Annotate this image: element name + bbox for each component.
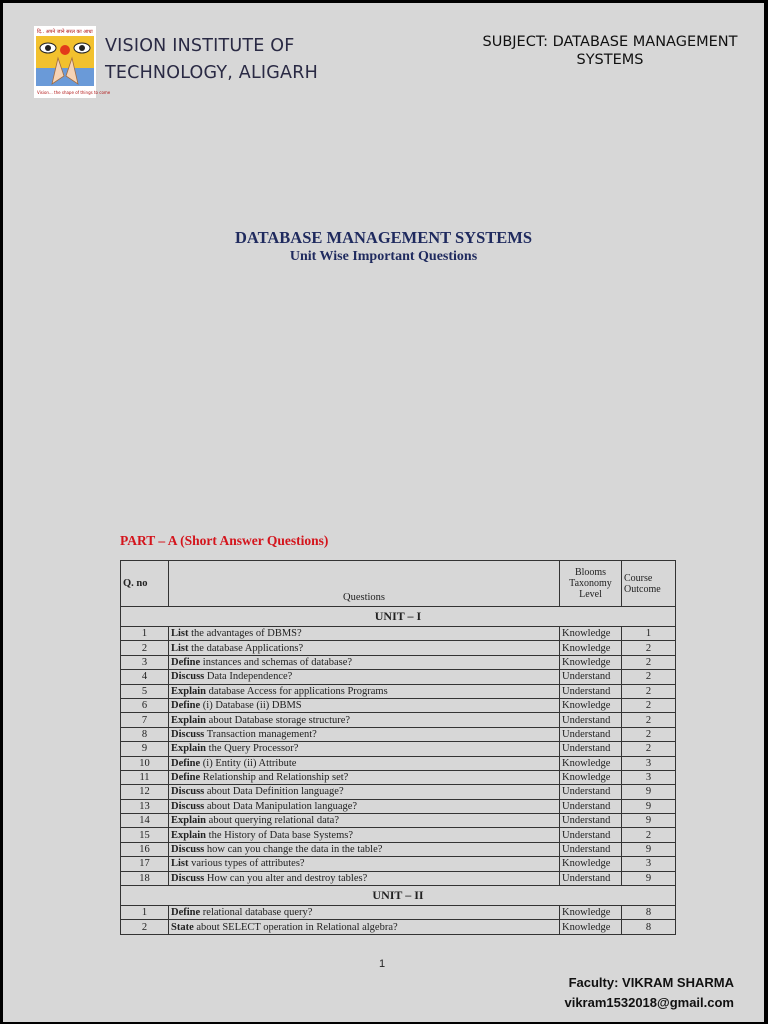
blooms-level: Knowledge <box>560 698 622 712</box>
question-number: 11 <box>121 770 169 784</box>
institute-logo <box>34 26 111 98</box>
question-cell <box>169 871 560 885</box>
question-cell <box>169 857 560 871</box>
question-cell <box>169 756 560 770</box>
logo-graphic <box>34 26 111 98</box>
blooms-level: Understand <box>560 713 622 727</box>
question-keyword: Discuss <box>171 728 205 740</box>
table-row <box>121 641 676 655</box>
question-number: 8 <box>121 727 169 741</box>
question-text: about Data Definition language? <box>204 786 344 798</box>
question-number: 17 <box>121 857 169 871</box>
question-keyword: Explain <box>171 815 207 827</box>
course-outcome: 2 <box>622 713 676 727</box>
course-outcome: 2 <box>622 727 676 741</box>
question-text: about querying relational data? <box>206 815 339 827</box>
question-keyword: List <box>171 858 189 870</box>
table-row <box>121 742 676 756</box>
question-text: the advantages of DBMS? <box>188 628 302 640</box>
institute-line-2: TECHNOLOGY, ALIGARH <box>105 63 318 83</box>
blooms-level: Understand <box>560 727 622 741</box>
question-text: Relationship and Relationship set? <box>200 772 349 784</box>
question-number: 3 <box>121 655 169 669</box>
table-row <box>121 770 676 784</box>
question-number: 6 <box>121 698 169 712</box>
question-number: 13 <box>121 799 169 813</box>
question-keyword: Define <box>171 772 201 784</box>
blooms-level: Understand <box>560 814 622 828</box>
question-cell <box>169 727 560 741</box>
question-keyword: State <box>171 921 194 933</box>
course-outcome: 8 <box>622 906 676 920</box>
blooms-level: Knowledge <box>560 655 622 669</box>
question-number: 15 <box>121 828 169 842</box>
question-cell <box>169 641 560 655</box>
question-cell <box>169 842 560 856</box>
table-body <box>121 607 676 935</box>
table-row <box>121 842 676 856</box>
unit-heading-row <box>121 886 676 906</box>
faculty-name: Faculty: VIKRAM SHARMA <box>568 975 734 990</box>
unit-heading-row <box>121 607 676 627</box>
table-row <box>121 655 676 669</box>
question-keyword: Discuss <box>171 786 205 798</box>
question-number: 4 <box>121 670 169 684</box>
course-outcome: 2 <box>622 828 676 842</box>
document-title: DATABASE MANAGEMENT SYSTEMS <box>234 228 533 247</box>
question-number: 12 <box>121 785 169 799</box>
course-outcome: 9 <box>622 799 676 813</box>
question-number: 2 <box>121 641 169 655</box>
question-text: how can you change the data in the table? <box>204 844 383 856</box>
question-cell <box>169 770 560 784</box>
blooms-level: Understand <box>560 799 622 813</box>
course-outcome: 2 <box>622 641 676 655</box>
blooms-level: Understand <box>560 742 622 756</box>
part-heading: PART – A (Short Answer Questions) <box>120 533 329 548</box>
table-row <box>121 713 676 727</box>
course-outcome: 3 <box>622 756 676 770</box>
question-keyword: Define <box>171 907 201 919</box>
header-qno: Q. no <box>121 561 169 607</box>
table-header-row <box>121 561 676 607</box>
blooms-level: Knowledge <box>560 906 622 920</box>
question-keyword: Define <box>171 656 201 668</box>
question-text: relational database query? <box>200 907 313 919</box>
question-keyword: Define <box>171 757 201 769</box>
table-row <box>121 920 676 934</box>
header-blooms: Blooms Taxonomy Level <box>560 561 622 607</box>
question-number: 5 <box>121 684 169 698</box>
question-text: Data Independence? <box>204 671 293 683</box>
course-outcome: 2 <box>622 742 676 756</box>
question-keyword: List <box>171 628 189 640</box>
table-row <box>121 684 676 698</box>
question-cell <box>169 814 560 828</box>
question-cell <box>169 828 560 842</box>
question-text: database Access for applications Programs <box>206 685 388 697</box>
question-text: How can you alter and destroy tables? <box>204 872 368 884</box>
question-number: 2 <box>121 920 169 934</box>
course-outcome: 2 <box>622 684 676 698</box>
faculty-email: vikram1532018@gmail.com <box>564 995 734 1010</box>
blooms-level: Understand <box>560 785 622 799</box>
question-keyword: Discuss <box>171 800 205 812</box>
question-number: 7 <box>121 713 169 727</box>
table-row <box>121 627 676 641</box>
document-page <box>3 3 764 1022</box>
course-outcome: 9 <box>622 871 676 885</box>
question-text: various types of attributes? <box>188 858 305 870</box>
course-outcome: 9 <box>622 814 676 828</box>
table-row <box>121 906 676 920</box>
blooms-level: Knowledge <box>560 857 622 871</box>
question-keyword: Explain <box>171 685 207 697</box>
blooms-level: Knowledge <box>560 920 622 934</box>
page-number: 1 <box>379 958 386 970</box>
blooms-level: Knowledge <box>560 756 622 770</box>
blooms-level: Knowledge <box>560 770 622 784</box>
blooms-level: Understand <box>560 842 622 856</box>
question-cell <box>169 785 560 799</box>
question-cell <box>169 698 560 712</box>
question-text: about Data Manipulation language? <box>204 800 358 812</box>
unit-title: UNIT – II <box>121 886 676 906</box>
course-outcome: 3 <box>622 857 676 871</box>
question-keyword: Define <box>171 700 201 712</box>
question-number: 10 <box>121 756 169 770</box>
subject-line-1: SUBJECT: DATABASE MANAGEMENT <box>482 34 738 50</box>
svg-text:दि.. अपने जाने सरल का आधा: दि.. अपने जाने सरल का आधा <box>37 29 93 35</box>
question-cell <box>169 713 560 727</box>
table-row <box>121 727 676 741</box>
document-subtitle: Unit Wise Important Questions <box>289 249 478 264</box>
question-cell <box>169 920 560 934</box>
table-row <box>121 871 676 885</box>
question-keyword: Discuss <box>171 671 205 683</box>
question-number: 14 <box>121 814 169 828</box>
course-outcome: 2 <box>622 670 676 684</box>
question-keyword: Explain <box>171 829 207 841</box>
question-text: about Database storage structure? <box>206 714 351 726</box>
question-keyword: Discuss <box>171 872 205 884</box>
course-outcome: 2 <box>622 655 676 669</box>
question-text: (i) Database (ii) DBMS <box>200 700 302 712</box>
question-number: 16 <box>121 842 169 856</box>
table-row <box>121 785 676 799</box>
question-keyword: Explain <box>171 714 207 726</box>
table-row <box>121 670 676 684</box>
question-text: Transaction management? <box>204 728 317 740</box>
blooms-level: Understand <box>560 828 622 842</box>
course-outcome: 9 <box>622 785 676 799</box>
question-number: 18 <box>121 871 169 885</box>
question-number: 1 <box>121 906 169 920</box>
svg-text:Vision... the shape of things: Vision... the shape of things to come <box>37 90 111 95</box>
course-outcome: 3 <box>622 770 676 784</box>
course-outcome: 9 <box>622 842 676 856</box>
question-text: the Query Processor? <box>206 743 299 755</box>
question-cell <box>169 670 560 684</box>
question-cell <box>169 655 560 669</box>
question-number: 1 <box>121 627 169 641</box>
institute-name <box>105 33 318 87</box>
question-cell <box>169 906 560 920</box>
table-row <box>121 814 676 828</box>
institute-line-1: VISION INSTITUTE OF <box>105 36 295 56</box>
question-text: about SELECT operation in Relational algebra? <box>193 921 398 933</box>
question-keyword: List <box>171 642 189 654</box>
table-row <box>121 756 676 770</box>
question-cell <box>169 684 560 698</box>
table-row <box>121 857 676 871</box>
question-cell <box>169 799 560 813</box>
blooms-level: Knowledge <box>560 627 622 641</box>
blooms-level: Understand <box>560 684 622 698</box>
faculty-footer <box>564 973 734 1013</box>
course-outcome: 2 <box>622 698 676 712</box>
question-cell <box>169 627 560 641</box>
table-row <box>121 828 676 842</box>
question-keyword: Explain <box>171 743 207 755</box>
question-text: the History of Data base Systems? <box>206 829 354 841</box>
table-row <box>121 698 676 712</box>
question-text: instances and schemas of database? <box>200 656 353 668</box>
blooms-level: Understand <box>560 871 622 885</box>
question-number: 9 <box>121 742 169 756</box>
subject-line-2: SYSTEMS <box>576 52 644 68</box>
question-keyword: Discuss <box>171 844 205 856</box>
course-outcome: 8 <box>622 920 676 934</box>
blooms-level: Understand <box>560 670 622 684</box>
subject-heading <box>455 33 765 69</box>
question-text: the database Applications? <box>188 642 304 654</box>
table-row <box>121 799 676 813</box>
header-questions: Questions <box>169 561 560 607</box>
unit-title: UNIT – I <box>121 607 676 627</box>
question-cell <box>169 742 560 756</box>
header-course-outcome: Course Outcome <box>622 561 676 607</box>
questions-table <box>120 560 676 935</box>
question-text: (i) Entity (ii) Attribute <box>200 757 297 769</box>
blooms-level: Knowledge <box>560 641 622 655</box>
course-outcome: 1 <box>622 627 676 641</box>
